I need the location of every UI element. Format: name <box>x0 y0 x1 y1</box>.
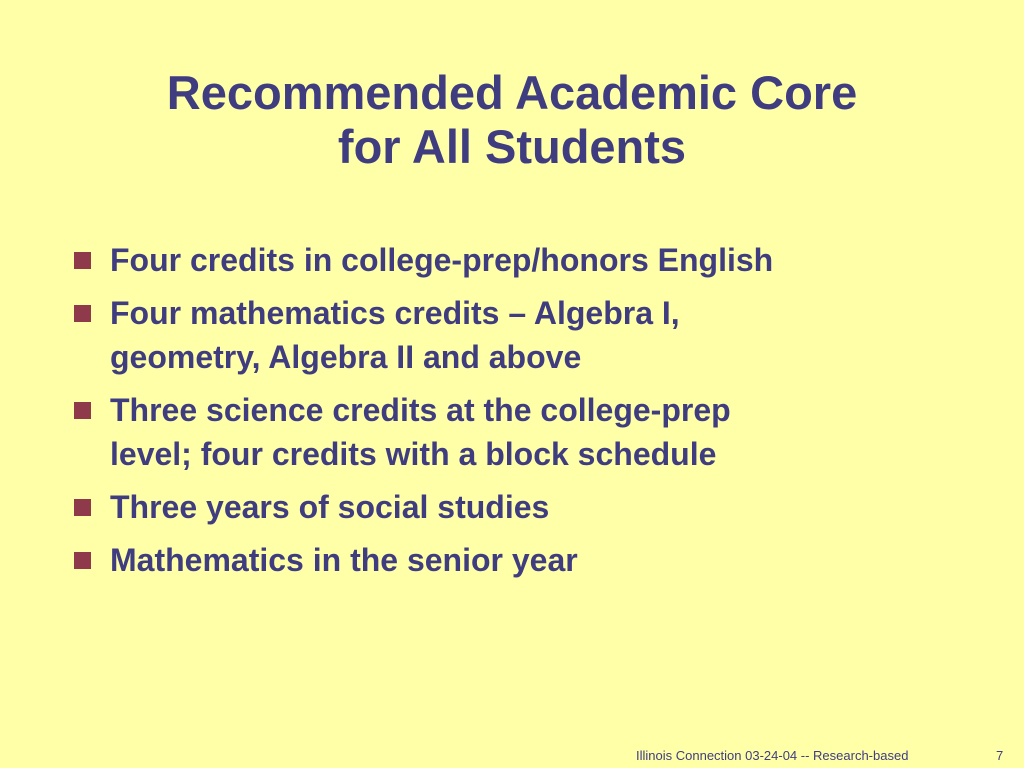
bullet-list <box>72 238 972 591</box>
bullet-text: Four credits in college-prep/honors English <box>110 242 774 278</box>
slide-title-line-1: Recommended Academic Core <box>166 66 858 119</box>
bullet-text-line-1: Three science credits at the college-prep <box>110 392 731 428</box>
bullet-text-line-2: level; four credits with a block schedule <box>110 436 717 472</box>
bullet-item-senior-math <box>72 538 972 582</box>
square-bullet-icon <box>74 252 91 269</box>
bullet-text: Three years of social studies <box>110 489 550 525</box>
square-bullet-icon <box>74 305 91 322</box>
bullet-item-social-studies <box>72 485 972 529</box>
bullet-text-line-2: geometry, Algebra II and above <box>110 339 582 375</box>
page-number: 7 <box>996 748 1004 763</box>
square-bullet-icon <box>74 499 91 516</box>
slide-title <box>40 66 984 174</box>
bullet-item-mathematics <box>72 291 972 379</box>
bullet-item-english <box>72 238 972 282</box>
slide-title-line-2: for All Students <box>337 120 687 173</box>
bullet-item-science <box>72 388 972 476</box>
bullet-text-line-1: Four mathematics credits – Algebra I, <box>110 295 680 331</box>
square-bullet-icon <box>74 552 91 569</box>
footer-text: Illinois Connection 03-24-04 -- Research-based <box>636 748 909 763</box>
bullet-text: Mathematics in the senior year <box>110 542 578 578</box>
square-bullet-icon <box>74 402 91 419</box>
